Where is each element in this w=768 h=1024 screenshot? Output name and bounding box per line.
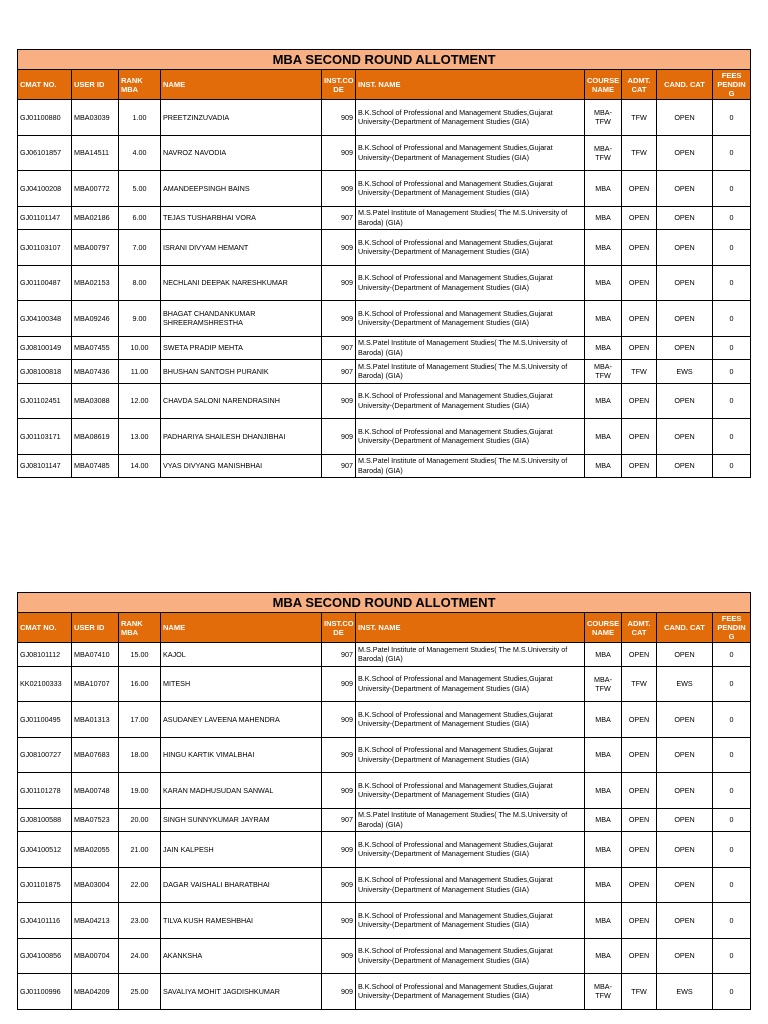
name-cell: ASUDANEY LAVEENA MAHENDRA — [161, 702, 322, 738]
user-id-cell: MBA07436 — [72, 360, 119, 384]
cand-cat-cell: OPEN — [657, 903, 713, 939]
inst-code-cell: 909 — [322, 666, 356, 702]
rank-cell: 19.00 — [119, 773, 161, 809]
cand-cat-cell: OPEN — [657, 301, 713, 337]
rank-cell: 5.00 — [119, 171, 161, 207]
admt-cat-cell: OPEN — [622, 419, 657, 455]
inst-name-cell: B.K.School of Professional and Management Studies,Gujarat University-(Department of Management Studies (GIA) — [356, 171, 585, 207]
header-inst-code: INST.CO DE — [322, 70, 356, 100]
fees-pending-cell: 0 — [713, 419, 751, 455]
cmat-no-cell: GJ04100856 — [18, 938, 72, 974]
header-cand-cat: CAND. CAT — [657, 70, 713, 100]
cmat-no-cell: GJ01100487 — [18, 265, 72, 301]
name-cell: PADHARIYA SHAILESH DHANJIBHAI — [161, 419, 322, 455]
inst-code-cell: 909 — [322, 265, 356, 301]
table-row — [18, 702, 751, 738]
cand-cat-cell: OPEN — [657, 454, 713, 478]
table-row — [18, 773, 751, 809]
user-id-cell: MBA09246 — [72, 301, 119, 337]
cmat-no-cell: GJ04100208 — [18, 171, 72, 207]
inst-name-cell: M.S.Patel Institute of Management Studies( The M.S.University of Baroda) (GIA) — [356, 206, 585, 230]
inst-name-cell: B.K.School of Professional and Management Studies,Gujarat University-(Department of Management Studies (GIA) — [356, 974, 585, 1010]
fees-pending-cell: 0 — [713, 171, 751, 207]
inst-code-cell: 907 — [322, 643, 356, 667]
name-cell: HINGU KARTIK VIMALBHAI — [161, 737, 322, 773]
user-id-cell: MBA00797 — [72, 230, 119, 266]
inst-name-cell: B.K.School of Professional and Management Studies,Gujarat University-(Department of Management Studies (GIA) — [356, 903, 585, 939]
inst-code-cell: 909 — [322, 135, 356, 171]
admt-cat-cell: OPEN — [622, 808, 657, 832]
course-cell: MBA — [585, 643, 622, 667]
rank-cell: 21.00 — [119, 832, 161, 868]
user-id-cell: MBA00748 — [72, 773, 119, 809]
table-row — [18, 171, 751, 207]
header-name: NAME — [161, 613, 322, 643]
course-cell: MBA — [585, 336, 622, 360]
course-cell: MBA-TFW — [585, 360, 622, 384]
inst-name-cell: B.K.School of Professional and Management Studies,Gujarat University-(Department of Management Studies (GIA) — [356, 383, 585, 419]
name-cell: PREETZINZUVADIA — [161, 100, 322, 136]
course-cell: MBA — [585, 171, 622, 207]
name-cell: BHUSHAN SANTOSH PURANIK — [161, 360, 322, 384]
cmat-no-cell: GJ08101112 — [18, 643, 72, 667]
header-rank: RANK MBA — [119, 70, 161, 100]
name-cell: DAGAR VAISHALI BHARATBHAI — [161, 867, 322, 903]
rank-cell: 11.00 — [119, 360, 161, 384]
admt-cat-cell: OPEN — [622, 903, 657, 939]
admt-cat-cell: TFW — [622, 974, 657, 1010]
admt-cat-cell: OPEN — [622, 454, 657, 478]
fees-pending-cell: 0 — [713, 938, 751, 974]
fees-pending-cell: 0 — [713, 773, 751, 809]
inst-name-cell: B.K.School of Professional and Management Studies,Gujarat University-(Department of Management Studies (GIA) — [356, 773, 585, 809]
admt-cat-cell: OPEN — [622, 171, 657, 207]
user-id-cell: MBA00704 — [72, 938, 119, 974]
cand-cat-cell: EWS — [657, 666, 713, 702]
rank-cell: 10.00 — [119, 336, 161, 360]
allotment-table-1 — [17, 49, 751, 478]
inst-code-cell: 909 — [322, 230, 356, 266]
header-fees-pending: FEES PENDIN G — [713, 70, 751, 100]
cand-cat-cell: OPEN — [657, 419, 713, 455]
user-id-cell: MBA04209 — [72, 974, 119, 1010]
cmat-no-cell: GJ01101278 — [18, 773, 72, 809]
inst-name-cell: B.K.School of Professional and Management Studies,Gujarat University-(Department of Management Studies (GIA) — [356, 666, 585, 702]
course-cell: MBA — [585, 301, 622, 337]
rank-cell: 15.00 — [119, 643, 161, 667]
inst-name-cell: B.K.School of Professional and Management Studies,Gujarat University-(Department of Management Studies (GIA) — [356, 230, 585, 266]
name-cell: BHAGAT CHANDANKUMAR SHREERAMSHRESTHA — [161, 301, 322, 337]
header-inst-name: INST. NAME — [356, 70, 585, 100]
fees-pending-cell: 0 — [713, 206, 751, 230]
header-cmat-no: CMAT NO. — [18, 70, 72, 100]
user-id-cell: MBA03004 — [72, 867, 119, 903]
header-admt-cat: ADMT. CAT — [622, 70, 657, 100]
admt-cat-cell: TFW — [622, 666, 657, 702]
course-cell: MBA-TFW — [585, 666, 622, 702]
admt-cat-cell: TFW — [622, 135, 657, 171]
table-row — [18, 867, 751, 903]
user-id-cell: MBA03088 — [72, 383, 119, 419]
fees-pending-cell: 0 — [713, 135, 751, 171]
name-cell: VYAS DIVYANG MANISHBHAI — [161, 454, 322, 478]
cand-cat-cell: OPEN — [657, 265, 713, 301]
name-cell: AKANKSHA — [161, 938, 322, 974]
cmat-no-cell: GJ01102451 — [18, 383, 72, 419]
table-row — [18, 808, 751, 832]
fees-pending-cell: 0 — [713, 702, 751, 738]
name-cell: KARAN MADHUSUDAN SANWAL — [161, 773, 322, 809]
course-cell: MBA — [585, 938, 622, 974]
table-row — [18, 643, 751, 667]
rank-cell: 6.00 — [119, 206, 161, 230]
name-cell: SINGH SUNNYKUMAR JAYRAM — [161, 808, 322, 832]
name-cell: NECHLANI DEEPAK NARESHKUMAR — [161, 265, 322, 301]
rank-cell: 23.00 — [119, 903, 161, 939]
header-fees-pending: FEES PENDIN G — [713, 613, 751, 643]
cmat-no-cell: GJ08100727 — [18, 737, 72, 773]
rank-cell: 16.00 — [119, 666, 161, 702]
table-row — [18, 301, 751, 337]
inst-code-cell: 909 — [322, 301, 356, 337]
course-cell: MBA — [585, 702, 622, 738]
admt-cat-cell: OPEN — [622, 336, 657, 360]
cand-cat-cell: OPEN — [657, 702, 713, 738]
inst-code-cell: 909 — [322, 100, 356, 136]
admt-cat-cell: OPEN — [622, 867, 657, 903]
admt-cat-cell: TFW — [622, 100, 657, 136]
fees-pending-cell: 0 — [713, 643, 751, 667]
cmat-no-cell: GJ01101875 — [18, 867, 72, 903]
fees-pending-cell: 0 — [713, 336, 751, 360]
table-row — [18, 206, 751, 230]
admt-cat-cell: OPEN — [622, 702, 657, 738]
table-row — [18, 903, 751, 939]
inst-code-cell: 909 — [322, 773, 356, 809]
cmat-no-cell: GJ08100818 — [18, 360, 72, 384]
inst-name-cell: B.K.School of Professional and Management Studies,Gujarat University-(Department of Management Studies (GIA) — [356, 938, 585, 974]
table-row — [18, 100, 751, 136]
table-row — [18, 454, 751, 478]
inst-name-cell: M.S.Patel Institute of Management Studies( The M.S.University of Baroda) (GIA) — [356, 336, 585, 360]
admt-cat-cell: OPEN — [622, 206, 657, 230]
cand-cat-cell: OPEN — [657, 171, 713, 207]
course-cell: MBA — [585, 454, 622, 478]
admt-cat-cell: OPEN — [622, 643, 657, 667]
inst-code-cell: 907 — [322, 808, 356, 832]
admt-cat-cell: OPEN — [622, 773, 657, 809]
inst-code-cell: 907 — [322, 336, 356, 360]
rank-cell: 13.00 — [119, 419, 161, 455]
admt-cat-cell: OPEN — [622, 301, 657, 337]
header-course: COURSE NAME — [585, 70, 622, 100]
rank-cell: 20.00 — [119, 808, 161, 832]
table-title: MBA SECOND ROUND ALLOTMENT — [18, 593, 751, 613]
fees-pending-cell: 0 — [713, 808, 751, 832]
name-cell: NAVROZ NAVODIA — [161, 135, 322, 171]
cand-cat-cell: OPEN — [657, 938, 713, 974]
course-cell: MBA — [585, 903, 622, 939]
course-cell: MBA-TFW — [585, 974, 622, 1010]
user-id-cell: MBA07455 — [72, 336, 119, 360]
rank-cell: 7.00 — [119, 230, 161, 266]
cmat-no-cell: GJ01103171 — [18, 419, 72, 455]
rank-cell: 9.00 — [119, 301, 161, 337]
table-row — [18, 336, 751, 360]
cand-cat-cell: EWS — [657, 360, 713, 384]
name-cell: MITESH — [161, 666, 322, 702]
name-cell: CHAVDA SALONI NARENDRASINH — [161, 383, 322, 419]
header-inst-name: INST. NAME — [356, 613, 585, 643]
inst-code-cell: 909 — [322, 737, 356, 773]
table-row — [18, 832, 751, 868]
cand-cat-cell: OPEN — [657, 230, 713, 266]
inst-code-cell: 907 — [322, 206, 356, 230]
rank-cell: 4.00 — [119, 135, 161, 171]
fees-pending-cell: 0 — [713, 867, 751, 903]
table-row — [18, 666, 751, 702]
inst-code-cell: 907 — [322, 454, 356, 478]
header-rank: RANK MBA — [119, 613, 161, 643]
rank-cell: 14.00 — [119, 454, 161, 478]
course-cell: MBA — [585, 265, 622, 301]
inst-code-cell: 909 — [322, 974, 356, 1010]
inst-code-cell: 907 — [322, 360, 356, 384]
rank-cell: 25.00 — [119, 974, 161, 1010]
name-cell: AMANDEEPSINGH BAINS — [161, 171, 322, 207]
header-name: NAME — [161, 70, 322, 100]
fees-pending-cell: 0 — [713, 230, 751, 266]
user-id-cell: MBA07410 — [72, 643, 119, 667]
cand-cat-cell: OPEN — [657, 737, 713, 773]
name-cell: SAVALIYA MOHIT JAGDISHKUMAR — [161, 974, 322, 1010]
name-cell: SWETA PRADIP MEHTA — [161, 336, 322, 360]
table-row — [18, 230, 751, 266]
table-row — [18, 974, 751, 1010]
inst-name-cell: B.K.School of Professional and Management Studies,Gujarat University-(Department of Management Studies (GIA) — [356, 301, 585, 337]
cmat-no-cell: GJ08100149 — [18, 336, 72, 360]
inst-name-cell: B.K.School of Professional and Management Studies,Gujarat University-(Department of Management Studies (GIA) — [356, 100, 585, 136]
allotment-table-2 — [17, 592, 751, 1010]
header-user-id: USER ID — [72, 613, 119, 643]
name-cell: ISRANI DIVYAM HEMANT — [161, 230, 322, 266]
admt-cat-cell: OPEN — [622, 230, 657, 266]
header-admt-cat: ADMT. CAT — [622, 613, 657, 643]
cmat-no-cell: GJ01100996 — [18, 974, 72, 1010]
inst-code-cell: 909 — [322, 867, 356, 903]
cmat-no-cell: GJ04101116 — [18, 903, 72, 939]
name-cell: TILVA KUSH RAMESHBHAI — [161, 903, 322, 939]
cand-cat-cell: OPEN — [657, 206, 713, 230]
inst-code-cell: 909 — [322, 383, 356, 419]
cand-cat-cell: OPEN — [657, 135, 713, 171]
inst-name-cell: B.K.School of Professional and Management Studies,Gujarat University-(Department of Management Studies (GIA) — [356, 737, 585, 773]
rank-cell: 22.00 — [119, 867, 161, 903]
name-cell: JAIN KALPESH — [161, 832, 322, 868]
cand-cat-cell: OPEN — [657, 100, 713, 136]
user-id-cell: MBA00772 — [72, 171, 119, 207]
course-cell: MBA — [585, 419, 622, 455]
fees-pending-cell: 0 — [713, 737, 751, 773]
inst-code-cell: 909 — [322, 903, 356, 939]
cand-cat-cell: OPEN — [657, 643, 713, 667]
header-inst-code: INST.CO DE — [322, 613, 356, 643]
admt-cat-cell: OPEN — [622, 265, 657, 301]
cmat-no-cell: KK02100333 — [18, 666, 72, 702]
admt-cat-cell: OPEN — [622, 383, 657, 419]
table-row — [18, 383, 751, 419]
cand-cat-cell: OPEN — [657, 808, 713, 832]
course-cell: MBA — [585, 867, 622, 903]
table-row — [18, 938, 751, 974]
user-id-cell: MBA08619 — [72, 419, 119, 455]
inst-code-cell: 909 — [322, 419, 356, 455]
rank-cell: 17.00 — [119, 702, 161, 738]
fees-pending-cell: 0 — [713, 265, 751, 301]
cmat-no-cell: GJ06101857 — [18, 135, 72, 171]
user-id-cell: MBA01313 — [72, 702, 119, 738]
course-cell: MBA — [585, 773, 622, 809]
inst-name-cell: M.S.Patel Institute of Management Studies( The M.S.University of Baroda) (GIA) — [356, 454, 585, 478]
name-cell: KAJOL — [161, 643, 322, 667]
inst-name-cell: M.S.Patel Institute of Management Studies( The M.S.University of Baroda) (GIA) — [356, 808, 585, 832]
rank-cell: 24.00 — [119, 938, 161, 974]
fees-pending-cell: 0 — [713, 383, 751, 419]
cmat-no-cell: GJ01103107 — [18, 230, 72, 266]
inst-name-cell: B.K.School of Professional and Management Studies,Gujarat University-(Department of Management Studies (GIA) — [356, 419, 585, 455]
user-id-cell: MBA04213 — [72, 903, 119, 939]
inst-name-cell: B.K.School of Professional and Management Studies,Gujarat University-(Department of Management Studies (GIA) — [356, 702, 585, 738]
inst-name-cell: B.K.School of Professional and Management Studies,Gujarat University-(Department of Management Studies (GIA) — [356, 867, 585, 903]
cand-cat-cell: OPEN — [657, 383, 713, 419]
inst-name-cell: M.S.Patel Institute of Management Studies( The M.S.University of Baroda) (GIA) — [356, 643, 585, 667]
cand-cat-cell: OPEN — [657, 832, 713, 868]
header-row — [18, 70, 751, 100]
cmat-no-cell: GJ04100348 — [18, 301, 72, 337]
cand-cat-cell: OPEN — [657, 336, 713, 360]
cand-cat-cell: EWS — [657, 974, 713, 1010]
user-id-cell: MBA02186 — [72, 206, 119, 230]
admt-cat-cell: TFW — [622, 360, 657, 384]
table-row — [18, 737, 751, 773]
user-id-cell: MBA07485 — [72, 454, 119, 478]
inst-name-cell: M.S.Patel Institute of Management Studies( The M.S.University of Baroda) (GIA) — [356, 360, 585, 384]
admt-cat-cell: OPEN — [622, 832, 657, 868]
cmat-no-cell: GJ01100880 — [18, 100, 72, 136]
cand-cat-cell: OPEN — [657, 867, 713, 903]
inst-code-cell: 909 — [322, 832, 356, 868]
rank-cell: 12.00 — [119, 383, 161, 419]
fees-pending-cell: 0 — [713, 360, 751, 384]
course-cell: MBA — [585, 383, 622, 419]
rank-cell: 18.00 — [119, 737, 161, 773]
course-cell: MBA — [585, 737, 622, 773]
fees-pending-cell: 0 — [713, 454, 751, 478]
table-row — [18, 135, 751, 171]
inst-name-cell: B.K.School of Professional and Management Studies,Gujarat University-(Department of Management Studies (GIA) — [356, 265, 585, 301]
inst-code-cell: 909 — [322, 702, 356, 738]
course-cell: MBA — [585, 832, 622, 868]
cmat-no-cell: GJ04100512 — [18, 832, 72, 868]
inst-code-cell: 909 — [322, 938, 356, 974]
cmat-no-cell: GJ08101147 — [18, 454, 72, 478]
fees-pending-cell: 0 — [713, 974, 751, 1010]
course-cell: MBA — [585, 230, 622, 266]
course-cell: MBA-TFW — [585, 100, 622, 136]
admt-cat-cell: OPEN — [622, 938, 657, 974]
fees-pending-cell: 0 — [713, 903, 751, 939]
header-cand-cat: CAND. CAT — [657, 613, 713, 643]
name-cell: TEJAS TUSHARBHAI VORA — [161, 206, 322, 230]
course-cell: MBA — [585, 808, 622, 832]
table-row — [18, 419, 751, 455]
table-title: MBA SECOND ROUND ALLOTMENT — [18, 50, 751, 70]
cmat-no-cell: GJ01101147 — [18, 206, 72, 230]
header-cmat-no: CMAT NO. — [18, 613, 72, 643]
fees-pending-cell: 0 — [713, 832, 751, 868]
header-course: COURSE NAME — [585, 613, 622, 643]
table-row — [18, 360, 751, 384]
rank-cell: 1.00 — [119, 100, 161, 136]
inst-name-cell: B.K.School of Professional and Management Studies,Gujarat University-(Department of Management Studies (GIA) — [356, 135, 585, 171]
user-id-cell: MBA03039 — [72, 100, 119, 136]
user-id-cell: MBA14511 — [72, 135, 119, 171]
fees-pending-cell: 0 — [713, 301, 751, 337]
rank-cell: 8.00 — [119, 265, 161, 301]
fees-pending-cell: 0 — [713, 100, 751, 136]
user-id-cell: MBA02055 — [72, 832, 119, 868]
course-cell: MBA — [585, 206, 622, 230]
inst-name-cell: B.K.School of Professional and Management Studies,Gujarat University-(Department of Management Studies (GIA) — [356, 832, 585, 868]
inst-code-cell: 909 — [322, 171, 356, 207]
user-id-cell: MBA07683 — [72, 737, 119, 773]
user-id-cell: MBA10707 — [72, 666, 119, 702]
cmat-no-cell: GJ01100495 — [18, 702, 72, 738]
cmat-no-cell: GJ08100588 — [18, 808, 72, 832]
fees-pending-cell: 0 — [713, 666, 751, 702]
course-cell: MBA-TFW — [585, 135, 622, 171]
admt-cat-cell: OPEN — [622, 737, 657, 773]
cand-cat-cell: OPEN — [657, 773, 713, 809]
table-row — [18, 265, 751, 301]
user-id-cell: MBA07523 — [72, 808, 119, 832]
header-user-id: USER ID — [72, 70, 119, 100]
header-row — [18, 613, 751, 643]
user-id-cell: MBA02153 — [72, 265, 119, 301]
